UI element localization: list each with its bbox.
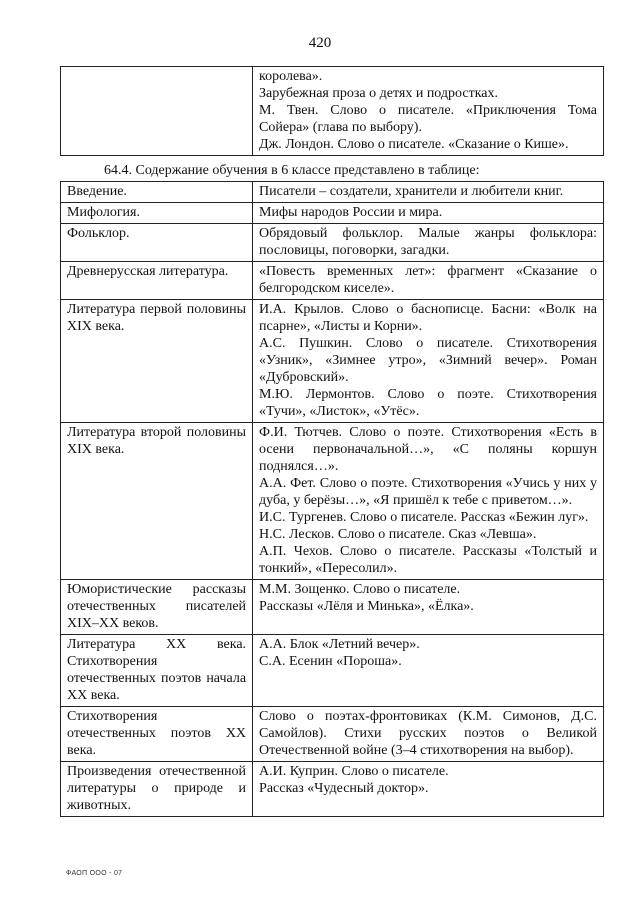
content-cell — [253, 262, 604, 300]
cell-line: королева». — [259, 69, 323, 84]
table-row — [61, 203, 604, 224]
section-title-cell: Произведения отечественной литературы о природе и животных. — [61, 762, 253, 817]
cell-line: Зарубежная проза о детях и подростках. — [259, 86, 499, 101]
table-cell-right — [253, 67, 604, 156]
cell-line: С.А. Есенин «Пороша». — [259, 654, 402, 669]
content-cell — [253, 762, 604, 817]
section-title-cell: Введение. — [61, 182, 253, 203]
cell-line: А.И. Куприн. Слово о писателе. — [259, 764, 449, 779]
content-cell — [253, 182, 604, 203]
table-row — [61, 182, 604, 203]
section-intro: 64.4. Содержание обучения в 6 классе представлено в таблице: — [104, 163, 480, 178]
section-title-cell: Литература второй половины XIX века. — [61, 423, 253, 580]
cell-line: Н.С. Лесков. Слово о писателе. Сказ «Левша». — [259, 527, 537, 542]
cell-line: И.А. Крылов. Слово о баснописце. Басни: «Волк на псарне», «Листы и Корни». — [259, 302, 597, 334]
cell-line: А.С. Пушкин. Слово о писателе. Стихотворения «Узник», «Зимнее утро», «Зимний вечер». Роман «Дубровский». — [259, 336, 597, 385]
table-row — [61, 580, 604, 635]
cell-line: Обрядовый фольклор. Малые жанры фольклора: пословицы, поговорки, загадки. — [259, 226, 597, 258]
table-row — [61, 262, 604, 300]
cell-line: А.А. Фет. Слово о поэте. Стихотворения «Учись у них у дуба, у берёзы…», «Я пришёл к тебе с приветом…». — [259, 476, 597, 508]
continued-table — [60, 66, 604, 156]
table-row — [61, 635, 604, 707]
cell-line: Ф.И. Тютчев. Слово о поэте. Стихотворения «Есть в осени первоначальной…», «С поляны коршун поднялся…». — [259, 425, 597, 474]
content-cell — [253, 300, 604, 423]
cell-line: Мифы народов России и мира. — [259, 205, 443, 220]
cell-line: «Повесть временных лет»: фрагмент «Сказание о белгородском киселе». — [259, 264, 597, 296]
section-title-cell: Юмористические рассказы отечественных писателей XIX–XX веков. — [61, 580, 253, 635]
content-cell — [253, 423, 604, 580]
section-title-cell: Стихотворения отечественных поэтов XX века. — [61, 707, 253, 762]
section-title-cell: Мифология. — [61, 203, 253, 224]
content-cell — [253, 580, 604, 635]
cell-line: А.П. Чехов. Слово о писателе. Рассказы «Толстый и тонкий», «Пересолил». — [259, 544, 597, 576]
table-row — [61, 707, 604, 762]
cell-line: Слово о поэтах-фронтовиках (К.М. Симонов, Д.С. Самойлов). Стихи русских поэтов о Великой Отечественной войне (3–4 стихотворения на выбор). — [259, 709, 597, 758]
section-title-cell: Фольклор. — [61, 224, 253, 262]
cell-line: М.Ю. Лермонтов. Слово о поэте. Стихотворения «Тучи», «Листок», «Утёс». — [259, 387, 597, 419]
cell-line: И.С. Тургенев. Слово о писателе. Рассказ «Бежин луг». — [259, 510, 589, 525]
cell-line: М.М. Зощенко. Слово о писателе. — [259, 582, 461, 597]
content-cell — [253, 203, 604, 224]
cell-line: Рассказ «Чудесный доктор». — [259, 781, 429, 796]
page-number: 420 — [308, 35, 332, 51]
table-row — [61, 300, 604, 423]
content-cell — [253, 635, 604, 707]
cell-line: Писатели – создатели, хранители и любители книг. — [259, 184, 564, 199]
table-cell-left — [61, 67, 253, 156]
curriculum-table — [60, 181, 604, 817]
section-title-cell: Литература первой половины XIX века. — [61, 300, 253, 423]
table-row — [61, 423, 604, 580]
table-row — [61, 224, 604, 262]
content-cell — [253, 707, 604, 762]
cell-line: А.А. Блок «Летний вечер». — [259, 637, 420, 652]
table-row — [61, 67, 604, 156]
table-row — [61, 762, 604, 817]
content-cell — [253, 224, 604, 262]
footer-code: ФАОП ООО - 07 — [66, 870, 123, 877]
cell-line: Дж. Лондон. Слово о писателе. «Сказание о Кише». — [259, 137, 569, 152]
cell-line: Рассказы «Лёля и Минька», «Ёлка». — [259, 599, 474, 614]
section-title-cell: Древнерусская литература. — [61, 262, 253, 300]
section-title-cell: Литература XX века. Стихотворения отечественных поэтов начала XX века. — [61, 635, 253, 707]
cell-line: М. Твен. Слово о писателе. «Приключения Тома Сойера» (глава по выбору). — [259, 103, 597, 135]
